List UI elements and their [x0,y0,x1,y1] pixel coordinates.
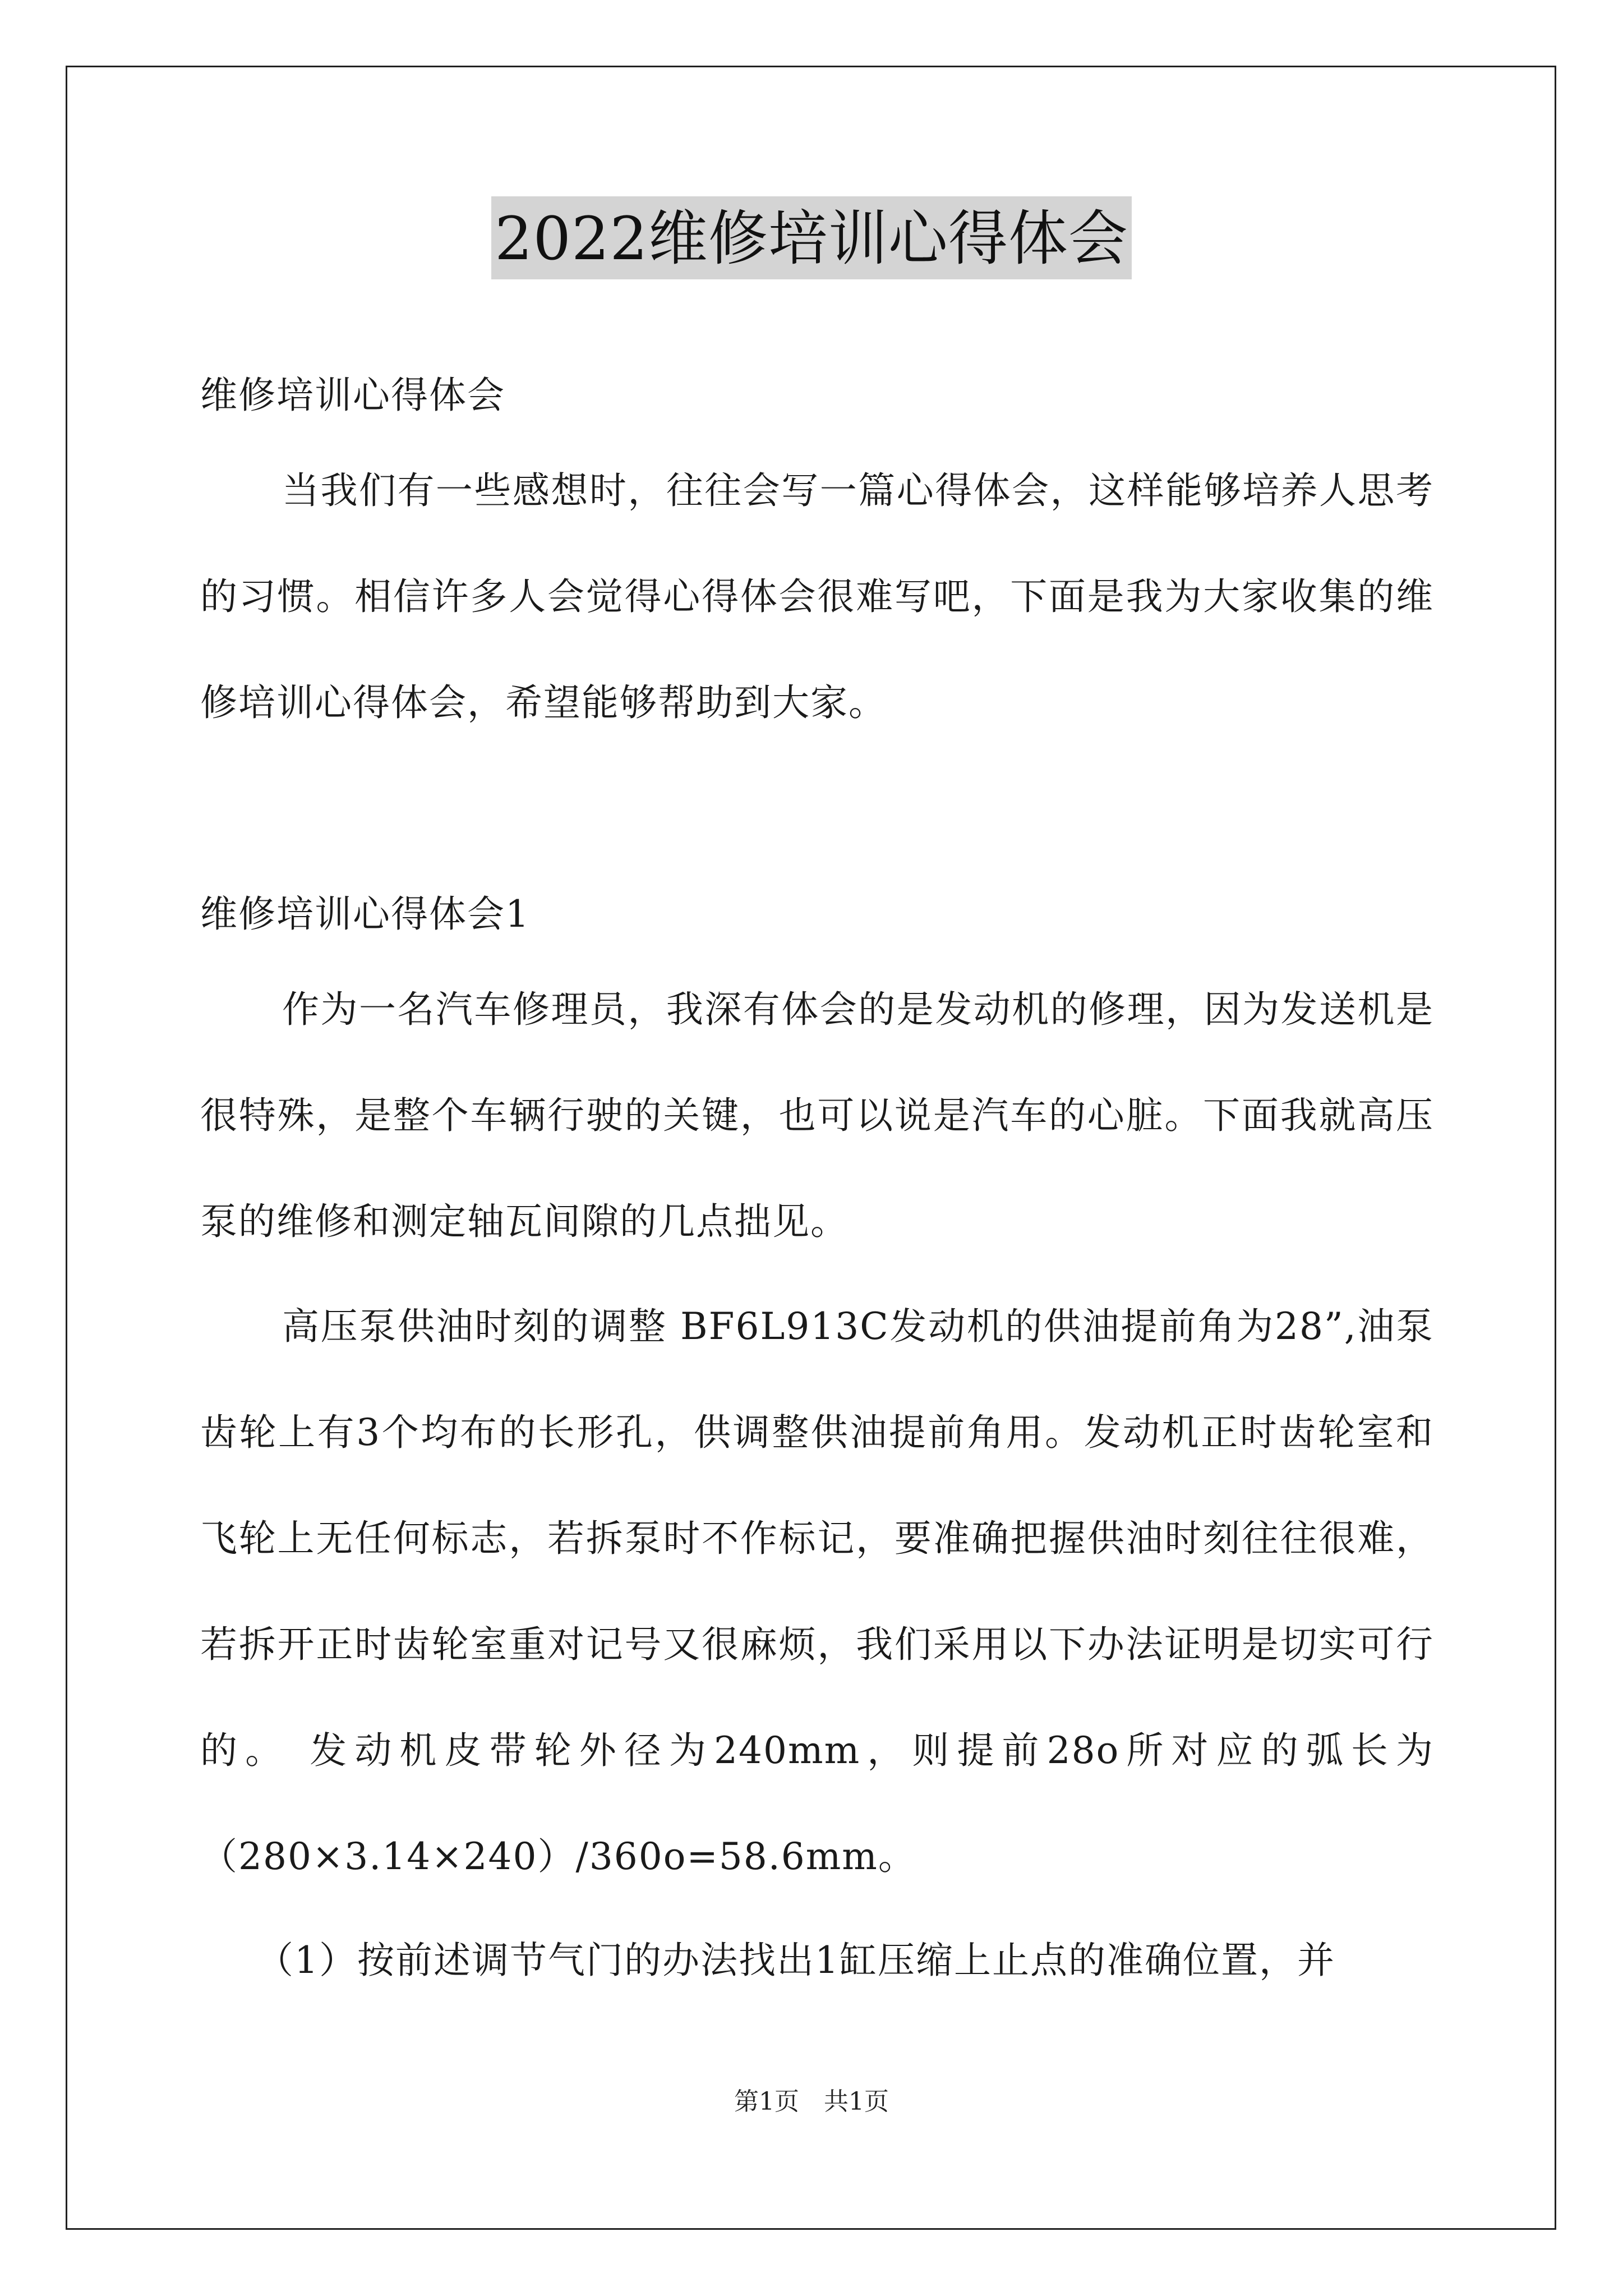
page-footer: 第1页 共1页 [734,2087,889,2116]
body-paragraph: 高压泵供油时刻的调整 BF6L913C发动机的供油提前角为28”,油泵齿轮上有3个均布的长形孔，供调整供油提前角用。发动机正时齿轮室和飞轮上无任何标志，若拆泵时不作标记，要准确把握供油时刻往往很难，若拆开正时齿轮室重对记号又很麻烦，我们采用以下办法证明是切实可行的。 发动机皮带轮外径为240mm，则提前28o所对应的弧长为（280×3.14×240）/360o=58.6mm。 [200,1305,1434,1878]
title-container [0,196,1623,279]
subtitle-paragraph: 维修培训心得体会 [200,374,505,417]
section-heading: 维修培训心得体会1 [200,892,530,936]
body-paragraph: 作为一名汽车修理员，我深有体会的是发动机的修理，因为发送机是很特殊，是整个车辆行驶的关键，也可以说是汽车的心脏。下面我就高压泵的维修和测定轴瓦间隙的几点拙见。 [200,988,1434,1243]
document-title: 2022维修培训心得体会 [491,196,1132,279]
body-paragraph: （1）按前述调节气门的办法找出1缸压缩上止点的准确位置，并 [256,1939,1335,1982]
intro-paragraph: 当我们有一些感想时，往往会写一篇心得体会，这样能够培养人思考的习惯。相信许多人会觉得心得体会很难写吧，下面是我为大家收集的维修培训心得体会，希望能够帮助到大家。 [200,469,1434,724]
